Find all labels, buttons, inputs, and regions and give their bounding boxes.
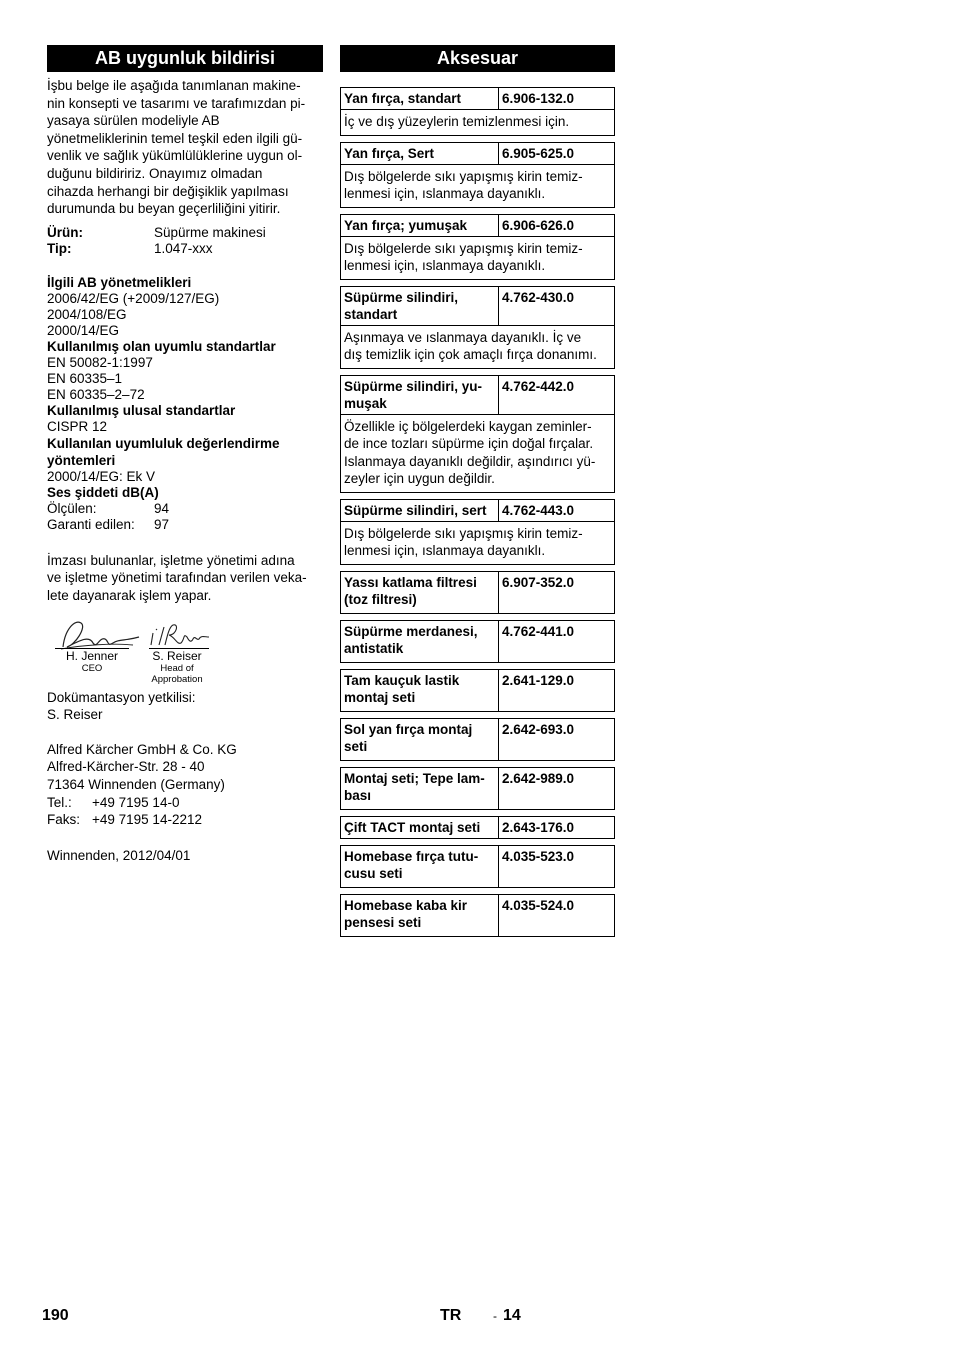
accessory-table bbox=[340, 571, 615, 614]
fax-value: +49 7195 14-2212 bbox=[92, 812, 202, 828]
intro-line: venlik ve sağlık yükümlülüklerine uygun ol- bbox=[47, 148, 303, 164]
product-info bbox=[47, 225, 323, 257]
accessory-order-number: 4.035-523.0 bbox=[502, 848, 575, 864]
accessory-name bbox=[341, 572, 499, 613]
declaration-column bbox=[47, 45, 323, 864]
product-label: Ürün: bbox=[47, 224, 83, 240]
accessory-name-line: Süpürme silindiri, sert bbox=[344, 502, 487, 518]
accessory-header-row bbox=[341, 500, 614, 521]
company-name: Alfred Kärcher GmbH & Co. KG bbox=[47, 741, 237, 757]
accessory-name-line: muşak bbox=[344, 395, 387, 411]
accessory-table bbox=[340, 767, 615, 810]
accessory-name-line: Süpürme silindiri, bbox=[344, 289, 459, 305]
accessory-table bbox=[340, 286, 615, 369]
intro-line: yönetmeliklerinin temel teşkil eden ilgili gü- bbox=[47, 130, 303, 146]
intro-line: duğunu bildiririz. Onayımız olmadan bbox=[47, 165, 263, 181]
intro-line: yasaya sürülen modeliyle AB bbox=[47, 113, 220, 129]
accessory-name-line: Yassı katlama filtresi bbox=[344, 574, 477, 590]
accessory-name bbox=[341, 143, 499, 164]
accessory-description-line: lenmesi için, ıslanmaya dayanıklı. bbox=[344, 186, 546, 201]
accessory-header-row bbox=[341, 846, 614, 887]
accessory-header-row bbox=[341, 895, 614, 936]
page-number: 190 bbox=[42, 1307, 69, 1324]
accessory-order-number: 4.762-441.0 bbox=[502, 623, 575, 639]
accessory-name-line: Sol yan fırça montaj bbox=[344, 721, 473, 737]
accessory-name bbox=[341, 500, 499, 521]
accessory-name-line: Homebase fırça tutu- bbox=[344, 848, 479, 864]
accessory-description-line: lenmesi için, ıslanmaya dayanıklı. bbox=[344, 543, 546, 558]
accessory-name-line: (toz filtresi) bbox=[344, 591, 417, 607]
harmonized-heading: Kullanılmış olan uyumlu standartlar bbox=[47, 338, 276, 354]
directive-item: 2004/108/EG bbox=[47, 306, 127, 322]
accessory-table bbox=[340, 620, 615, 663]
accessory-table bbox=[340, 87, 615, 136]
accessory-description-line: dış temizlik için çok amaçlı fırça donanımı. bbox=[344, 347, 597, 362]
directives-heading: İlgili AB yönetmelikleri bbox=[47, 274, 192, 290]
accessory-name bbox=[341, 88, 499, 109]
accessory-name-line: Yan fırça; yumuşak bbox=[344, 217, 468, 233]
type-label: Tip: bbox=[47, 240, 72, 256]
accessory-header-row bbox=[341, 215, 614, 236]
accessory-description bbox=[341, 236, 614, 279]
accessories-title: Aksesuar bbox=[340, 45, 615, 72]
signer-name: S. Reiser bbox=[152, 648, 202, 663]
accessory-name-line: Yan fırça, standart bbox=[344, 91, 462, 106]
accessory-table bbox=[340, 816, 615, 839]
company-address bbox=[47, 741, 323, 829]
accessory-order-number: 4.762-442.0 bbox=[502, 378, 575, 394]
national-heading: Kullanılmış ulusal standartlar bbox=[47, 402, 236, 418]
directive-item: 2000/14/EG bbox=[47, 322, 120, 338]
intro-line: durumunda bu beyan geçerliliğini yitirir. bbox=[47, 201, 281, 217]
footer-dash: - bbox=[493, 1309, 497, 1323]
signers-text bbox=[47, 552, 323, 605]
signer-role: CEO bbox=[81, 662, 103, 674]
place-date: Winnenden, 2012/04/01 bbox=[47, 847, 191, 863]
assessment-heading-cont: yöntemleri bbox=[47, 452, 116, 468]
declaration-title: AB uygunluk bildirisi bbox=[47, 45, 323, 72]
accessory-description-line: zeyler için uygun değildir. bbox=[344, 471, 495, 486]
section-page-number: 14 bbox=[503, 1307, 521, 1324]
accessory-name bbox=[341, 817, 499, 838]
product-row bbox=[47, 225, 323, 241]
accessory-order-number: 4.762-443.0 bbox=[502, 502, 575, 518]
accessory-table bbox=[340, 375, 615, 493]
signers-line: ve işletme yönetimi tarafından verilen veka- bbox=[47, 570, 307, 586]
accessory-table bbox=[340, 142, 615, 208]
accessory-description-line: Islanmaya dayanıklı değildir, aşındırıcı yü- bbox=[344, 453, 596, 469]
accessory-header-row bbox=[341, 287, 614, 325]
accessory-header-row bbox=[341, 143, 614, 164]
fax-row bbox=[47, 811, 323, 829]
accessory-order-number: 2.641-129.0 bbox=[502, 672, 575, 688]
accessory-header-row bbox=[341, 817, 614, 838]
intro-line: nin konsepti ve tasarımı ve tarafımızdan pi- bbox=[47, 95, 306, 111]
signer-reiser bbox=[137, 648, 217, 685]
guaranteed-value: 97 bbox=[154, 516, 170, 532]
accessory-name-line: Yan fırça, Sert bbox=[344, 145, 435, 161]
accessory-name-line: antistatik bbox=[344, 640, 404, 656]
product-value: Süpürme makinesi bbox=[154, 224, 266, 240]
accessory-description-line: Özellikle iç bölgelerdeki kaygan zeminler- bbox=[344, 418, 592, 434]
accessory-table bbox=[340, 894, 615, 937]
accessory-header-row bbox=[341, 376, 614, 414]
accessories-list bbox=[340, 87, 615, 937]
accessory-order-number: 2.643-176.0 bbox=[502, 819, 575, 835]
type-value: 1.047-xxx bbox=[154, 240, 213, 256]
accessory-table bbox=[340, 214, 615, 280]
accessory-order-number: 4.035-524.0 bbox=[502, 897, 575, 913]
accessory-description bbox=[341, 325, 614, 368]
accessory-description-line: Dış bölgelerde sıkı yapışmış kirin temiz- bbox=[344, 168, 583, 184]
company-street: Alfred-Kärcher-Str. 28 - 40 bbox=[47, 759, 205, 775]
assessment-heading: Kullanılan uyumluluk değerlendirme bbox=[47, 435, 280, 451]
accessory-description-line: Dış bölgelerde sıkı yapışmış kirin temiz- bbox=[344, 525, 583, 541]
accessory-description bbox=[341, 164, 614, 207]
signers-line: lete dayanarak işlem yapar. bbox=[47, 587, 212, 603]
harmonized-item: EN 50082-1:1997 bbox=[47, 354, 153, 370]
accessory-name bbox=[341, 846, 499, 887]
accessory-name-line: montaj seti bbox=[344, 689, 416, 705]
guaranteed-row bbox=[47, 517, 323, 533]
measured-row bbox=[47, 501, 323, 517]
sound-heading: Ses şiddeti dB(A) bbox=[47, 484, 159, 500]
declaration-intro bbox=[47, 77, 323, 218]
fax-label: Faks: bbox=[47, 812, 81, 828]
tel-value: +49 7195 14-0 bbox=[92, 794, 180, 810]
accessory-header-row bbox=[341, 719, 614, 760]
language-code: TR bbox=[440, 1307, 462, 1324]
accessory-name-line: Homebase kaba kir bbox=[344, 897, 468, 913]
accessory-name-line: seti bbox=[344, 738, 368, 754]
accessory-order-number: 2.642-693.0 bbox=[502, 721, 575, 737]
accessory-order-number: 6.906-626.0 bbox=[502, 217, 575, 233]
accessory-name-line: Çift TACT montaj seti bbox=[344, 819, 481, 835]
guaranteed-label: Garanti edilen: bbox=[47, 516, 135, 532]
accessory-order-number: 6.905-625.0 bbox=[502, 145, 575, 161]
doc-authority bbox=[47, 689, 323, 724]
signer-name: H. Jenner bbox=[65, 648, 119, 663]
accessory-name-line: Süpürme merdanesi, bbox=[344, 623, 478, 639]
accessory-header-row bbox=[341, 621, 614, 662]
accessory-order-number: 6.906-132.0 bbox=[502, 91, 575, 106]
intro-line: cihazda herhangi bir değişiklik yapılması bbox=[47, 183, 289, 199]
accessory-table bbox=[340, 669, 615, 712]
accessory-name bbox=[341, 287, 499, 325]
directive-item: 2006/42/EG (+2009/127/EG) bbox=[47, 290, 220, 306]
signer-jenner bbox=[55, 648, 129, 674]
accessory-table bbox=[340, 718, 615, 761]
accessory-name-line: bası bbox=[344, 787, 372, 803]
doc-authority-label: Dokümantasyon yetkilisi: bbox=[47, 689, 196, 705]
accessory-name bbox=[341, 768, 499, 809]
accessory-name-line: pensesi seti bbox=[344, 914, 422, 930]
intro-line: İşbu belge ile aşağıda tanımlanan makine- bbox=[47, 78, 301, 93]
signers-line: İmzası bulunanlar, işletme yönetimi adına bbox=[47, 552, 295, 568]
accessory-header-row bbox=[341, 768, 614, 809]
accessory-name bbox=[341, 621, 499, 662]
accessory-name bbox=[341, 376, 499, 414]
accessory-description-line: Dış bölgelerde sıkı yapışmış kirin temiz- bbox=[344, 240, 583, 256]
accessory-name bbox=[341, 895, 499, 936]
company-city: 71364 Winnenden (Germany) bbox=[47, 776, 225, 792]
tel-row bbox=[47, 794, 323, 812]
signer-role: Head of Approbation bbox=[151, 662, 203, 685]
accessory-header-row bbox=[341, 572, 614, 613]
accessory-name-line: Tam kauçuk lastik bbox=[344, 672, 460, 688]
harmonized-item: EN 60335–2–72 bbox=[47, 386, 145, 402]
accessory-name bbox=[341, 215, 499, 236]
accessory-header-row bbox=[341, 88, 614, 109]
national-item: CISPR 12 bbox=[47, 418, 108, 434]
accessory-description-line: İç ve dış yüzeylerin temizlenmesi için. bbox=[344, 114, 570, 129]
accessory-description-line: lenmesi için, ıslanmaya dayanıklı. bbox=[344, 258, 546, 273]
accessories-column bbox=[340, 45, 615, 943]
accessory-order-number: 4.762-430.0 bbox=[502, 289, 575, 305]
assessment-item: 2000/14/EG: Ek V bbox=[47, 468, 156, 484]
accessory-description-line: de ince tozları süpürme için doğal fırçalar. bbox=[344, 436, 594, 451]
harmonized-item: EN 60335–1 bbox=[47, 370, 123, 386]
standards-block bbox=[47, 275, 323, 533]
accessory-order-number: 6.907-352.0 bbox=[502, 574, 575, 590]
accessory-description-line: Aşınmaya ve ıslanmaya dayanıklı. İç ve bbox=[344, 329, 582, 345]
measured-value: 94 bbox=[154, 500, 170, 516]
accessory-name-line: Süpürme silindiri, yu- bbox=[344, 378, 483, 394]
accessory-name bbox=[341, 670, 499, 711]
accessory-description bbox=[341, 109, 614, 135]
type-row bbox=[47, 241, 323, 257]
accessory-description bbox=[341, 414, 614, 492]
signatures bbox=[47, 617, 323, 685]
accessory-description bbox=[341, 521, 614, 564]
accessory-name-line: Montaj seti; Tepe lam- bbox=[344, 770, 485, 786]
tel-label: Tel.: bbox=[47, 794, 72, 810]
accessory-order-number: 2.642-989.0 bbox=[502, 770, 575, 786]
accessory-table bbox=[340, 499, 615, 565]
accessory-table bbox=[340, 845, 615, 888]
accessory-header-row bbox=[341, 670, 614, 711]
accessory-name-line: standart bbox=[344, 306, 398, 322]
doc-authority-name: S. Reiser bbox=[47, 707, 103, 723]
signature-reiser-icon bbox=[147, 619, 213, 651]
accessory-name-line: cusu seti bbox=[344, 865, 403, 881]
accessory-name bbox=[341, 719, 499, 760]
measured-label: Ölçülen: bbox=[47, 500, 97, 516]
